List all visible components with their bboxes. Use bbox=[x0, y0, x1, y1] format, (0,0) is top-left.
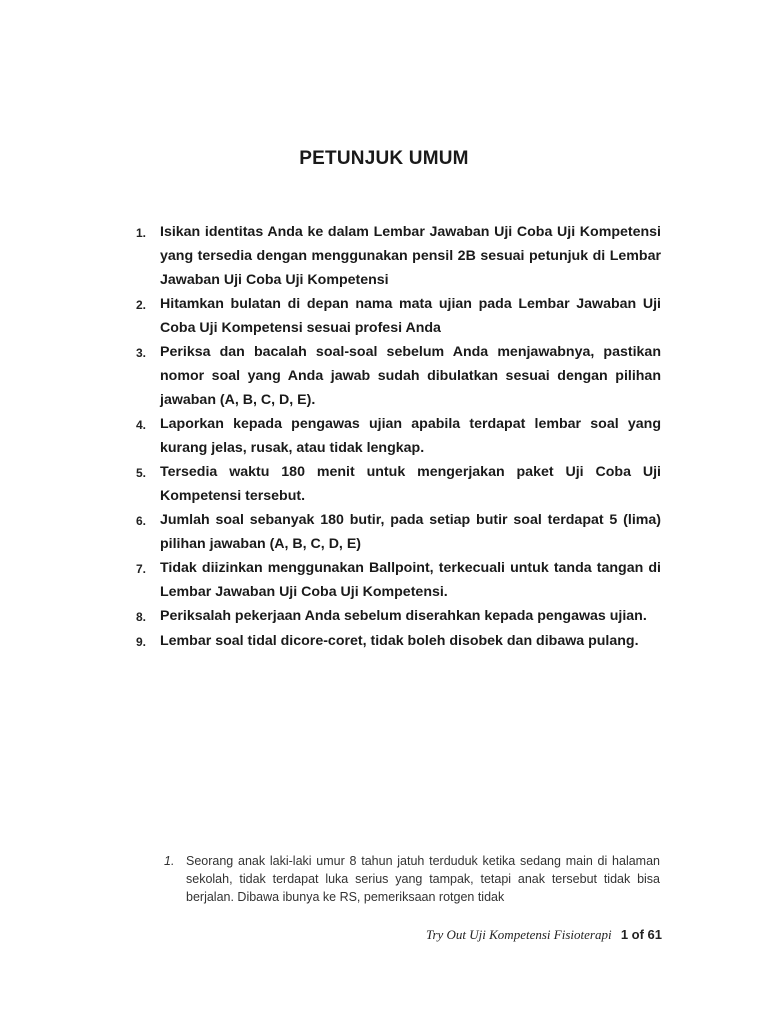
list-item bbox=[136, 292, 661, 340]
list-item bbox=[136, 340, 661, 412]
page-footer bbox=[426, 927, 662, 943]
instructions-list bbox=[136, 220, 661, 654]
list-item bbox=[136, 556, 661, 604]
item-number: 2. bbox=[136, 298, 147, 312]
item-number: 6. bbox=[136, 514, 147, 528]
footer-doc-name: Try Out Uji Kompetensi Fisioterapi bbox=[425, 927, 612, 942]
item-text: Jumlah soal sebanyak 180 butir, pada setiap butir soal terdapat 5 (lima) pilihan jawaban (A, B, C, D, E) bbox=[160, 512, 661, 552]
item-text: Tersedia waktu 180 menit untuk mengerjakan paket Uji Coba Uji Kompetensi tersebut. bbox=[160, 464, 661, 504]
item-number: 5. bbox=[136, 466, 147, 480]
list-item bbox=[136, 629, 661, 654]
list-item bbox=[136, 220, 661, 292]
list-item bbox=[136, 508, 661, 556]
item-number: 4. bbox=[136, 418, 147, 432]
page-number: 1 of 61 bbox=[620, 927, 662, 942]
question-number: 1. bbox=[164, 854, 175, 868]
page-title: PETUNJUK UMUM bbox=[299, 148, 469, 169]
item-text: Tidak diizinkan menggunakan Ballpoint, terkecuali untuk tanda tangan di Lembar Jawaban Uji Coba Uji Kompetensi. bbox=[160, 560, 661, 600]
item-number: 7. bbox=[136, 562, 147, 576]
list-item bbox=[136, 412, 661, 460]
item-number: 9. bbox=[136, 635, 147, 649]
item-number: 3. bbox=[136, 346, 147, 360]
item-text: Periksalah pekerjaan Anda sebelum diserahkan kepada pengawas ujian. bbox=[160, 608, 647, 624]
item-text: Laporkan kepada pengawas ujian apabila terdapat lembar soal yang kurang jelas, rusak, atau tidak lengkap. bbox=[160, 416, 661, 456]
item-number: 1. bbox=[136, 226, 147, 240]
item-text: Isikan identitas Anda ke dalam Lembar Jawaban Uji Coba Uji Kompetensi yang tersedia dengan menggunakan pensil 2B sesuai petunjuk di Lembar Jawaban Uji Coba Uji Kompetensi bbox=[160, 224, 661, 288]
item-text: Periksa dan bacalah soal-soal sebelum Anda menjawabnya, pastikan nomor soal yang Anda jawab sudah dibulatkan sesuai dengan pilihan jawaban (A, B, C, D, E). bbox=[160, 344, 661, 408]
question-text: Seorang anak laki-laki umur 8 tahun jatuh terduduk ketika sedang main di halaman sekolah, tidak terdapat luka serius yang tampak, tetapi anak tersebut tidak bisa berjalan. Dibawa ibunya ke RS, pemeriksaan rotgen tidak bbox=[186, 854, 660, 904]
item-number: 8. bbox=[136, 610, 147, 624]
question-item bbox=[164, 852, 660, 906]
item-text: Hitamkan bulatan di depan nama mata ujian pada Lembar Jawaban Uji Coba Uji Kompetensi sesuai profesi Anda bbox=[160, 296, 661, 336]
item-text: Lembar soal tidal dicore-coret, tidak boleh disobek dan dibawa pulang. bbox=[160, 633, 639, 649]
list-item bbox=[136, 460, 661, 508]
list-item bbox=[136, 604, 661, 629]
